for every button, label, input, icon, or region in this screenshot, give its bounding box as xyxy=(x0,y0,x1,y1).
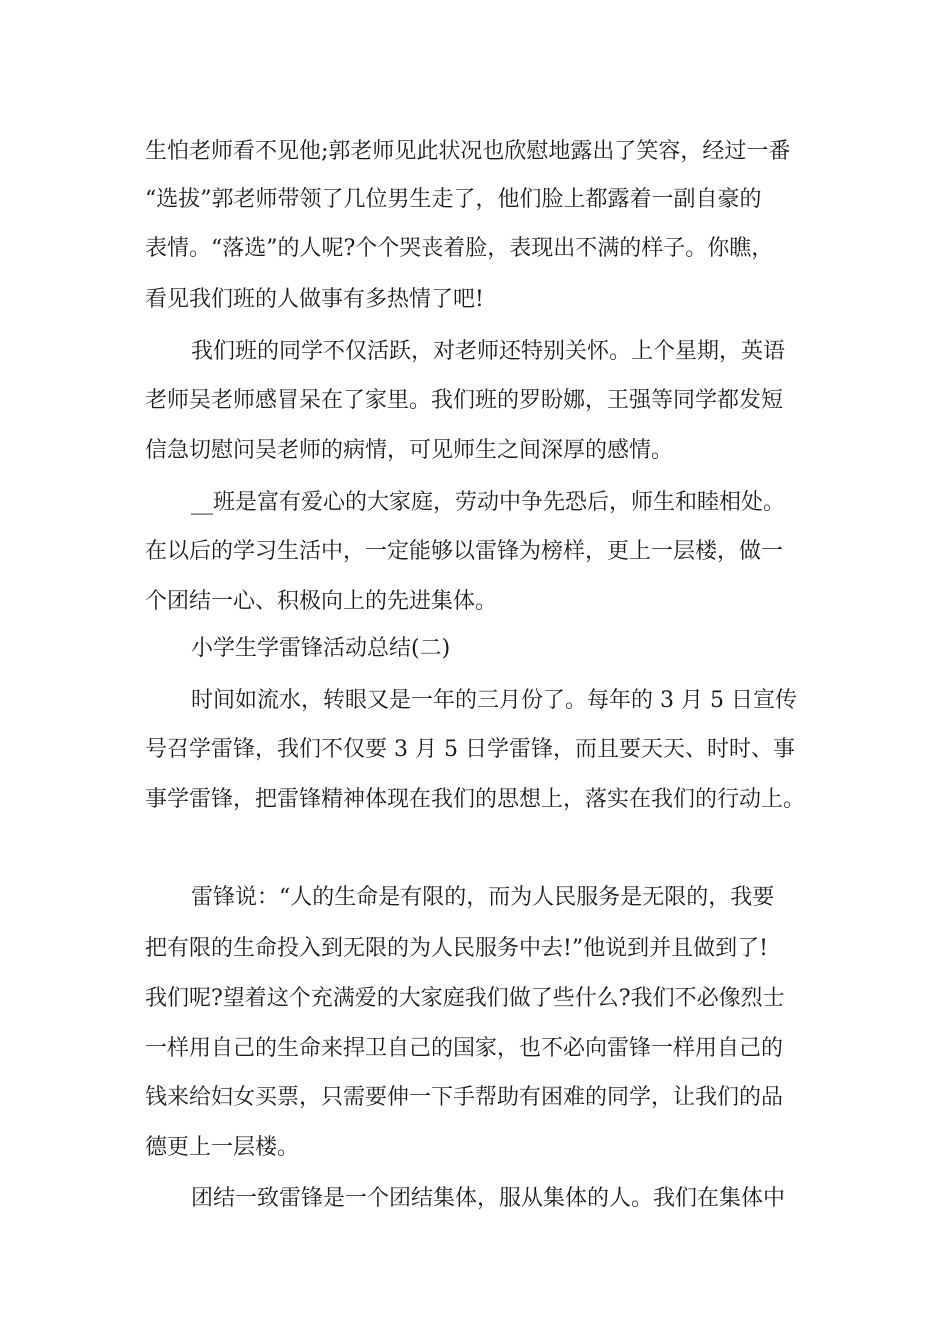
text-line: 号召学雷锋，我们不仅要 3 月 5 日学雷锋，而且要天天、时时、事 xyxy=(145,737,795,762)
text-line: 个团结一心、积极向上的先进集体。 xyxy=(145,589,498,614)
text-line: 生怕老师看不见他;郭老师见此状况也欣慰地露出了笑容，经过一番 xyxy=(145,139,791,164)
text-line: 事学雷锋，把雷锋精神体现在我们的思想上，落实在我们的行动上。 xyxy=(145,787,806,812)
text-line: 老师吴老师感冒呆在了家里。我们班的罗盼娜，王强等同学都发短 xyxy=(145,388,784,413)
text-line: 表情。“落选”的人呢?个个哭丧着脸，表现出不满的样子。你瞧， xyxy=(145,236,774,261)
paragraph-first-line: 我们班的同学不仅活跃，对老师还特别关怀。上个星期，英语 xyxy=(191,339,786,364)
paragraph-first-line: 雷锋说：“人的生命是有限的，而为人民服务是无限的，我要 xyxy=(191,885,775,910)
paragraph-first-line: 时间如流水，转眼又是一年的三月份了。每年的 3 月 5 日宣传 xyxy=(191,688,797,713)
text-line: 钱来给妇女买票，只需要伸一下手帮助有困难的同学，让我们的品 xyxy=(145,1085,784,1110)
text-line: 在以后的学习生活中，一定能够以雷锋为榜样，更上一层楼，做一 xyxy=(145,539,784,564)
text-line: 一样用自己的生命来捍卫自己的国家，也不必向雷锋一样用自己的 xyxy=(145,1036,784,1061)
text-line: 德更上一层楼。 xyxy=(145,1135,300,1160)
section-heading: 小学生学雷锋活动总结(二) xyxy=(191,636,451,661)
text-line: 信急切慰问吴老师的病情，可见师生之间深厚的感情。 xyxy=(145,438,674,463)
text-line: 我们呢?望着这个充满爱的大家庭我们做了些什么?我们不必像烈士 xyxy=(145,986,785,1011)
text-line: 看见我们班的人做事有多热情了吧! xyxy=(145,287,484,312)
text-line: “选拔”郭老师带领了几位男生走了，他们脸上都露着一副自豪的 xyxy=(145,187,762,212)
paragraph-first-line: __班是富有爱心的大家庭，劳动中争先恐后，师生和睦相处。 xyxy=(191,490,786,515)
text-line: 把有限的生命投入到无限的为人民服务中去!”他说到并且做到了! xyxy=(145,936,768,961)
paragraph-first-line: 团结一致雷锋是一个团结集体，服从集体的人。我们在集体中 xyxy=(191,1186,786,1211)
